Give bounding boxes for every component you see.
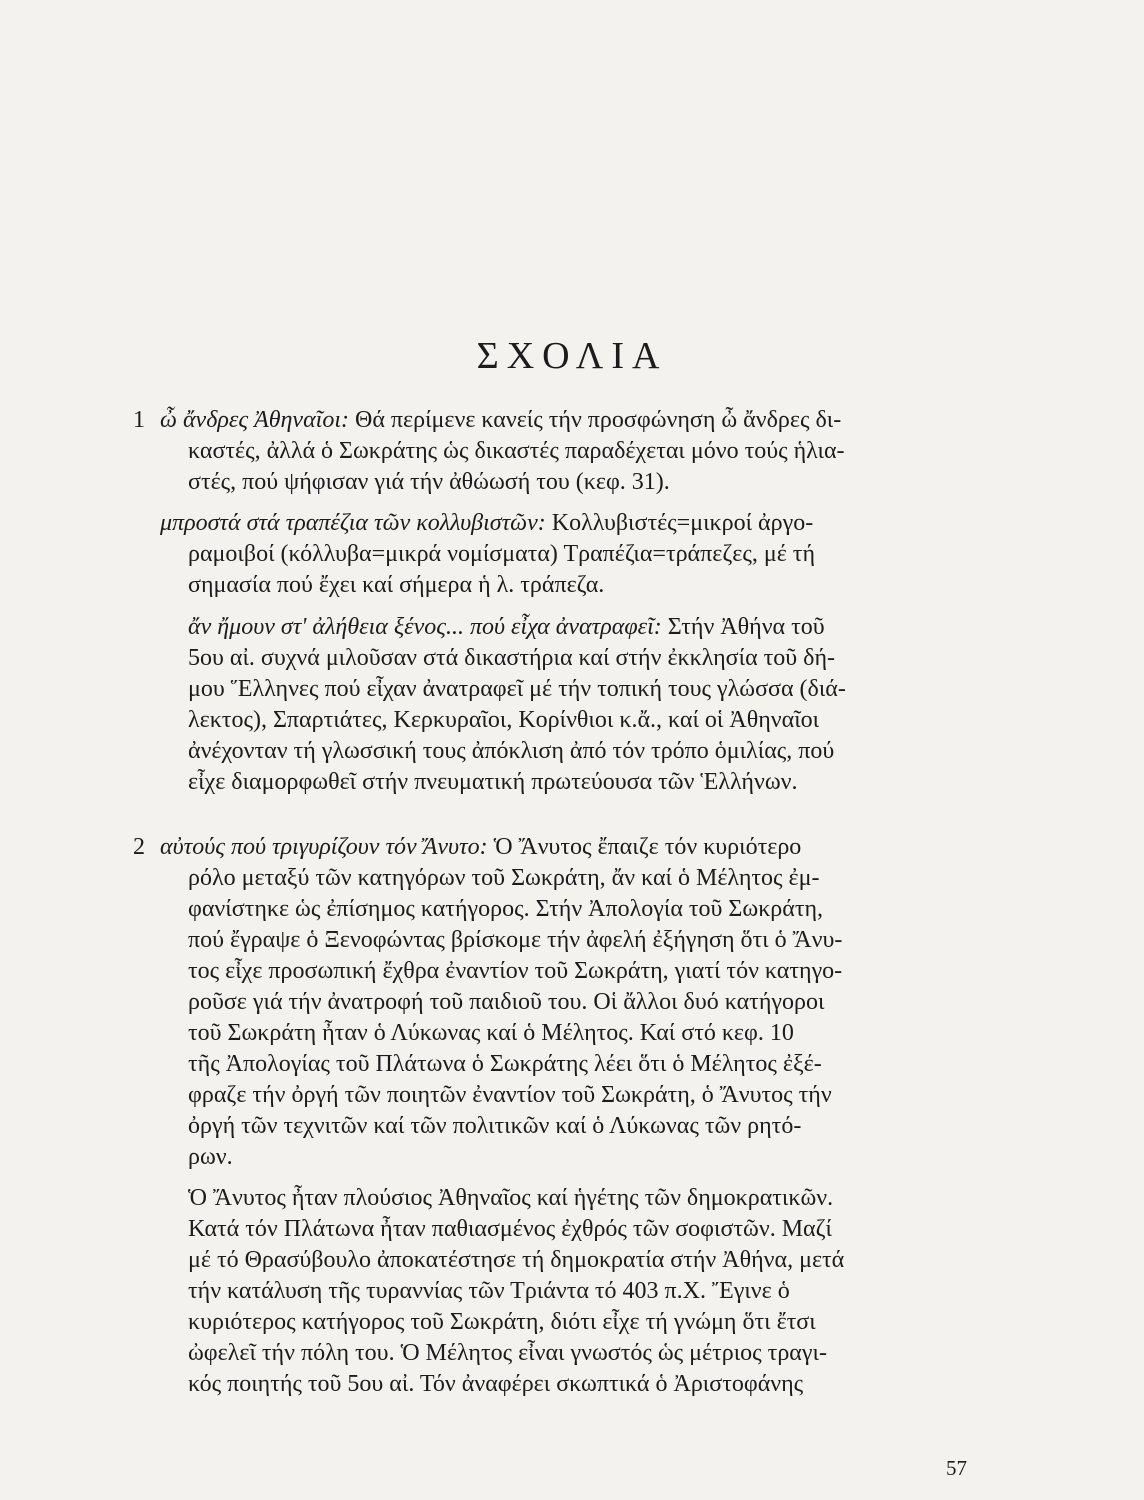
note-line: στές, πού ψήφισαν γιά τήν ἀθώωσή του (κεφ. 31).: [188, 469, 670, 495]
note-line: τοῦ Σωκράτη ἦταν ὁ Λύκωνας καί ὁ Μέλητος. Καί στό κεφ. 10: [188, 1020, 794, 1046]
note-line: φραζε τήν ὀργή τῶν ποιητῶν ἐναντίον τοῦ Σωκράτη, ὁ Ἄνυτος τήν: [188, 1082, 832, 1108]
note-line: ρόλο μεταξύ τῶν κατηγόρων τοῦ Σωκράτη, ἄν καί ὁ Μέλητος ἐμ-: [188, 865, 820, 891]
note-line: ἀνέχονταν τή γλωσσική τους ἀπόκλιση ἀπό τόν τρόπο ὁμιλίας, πού: [188, 738, 835, 764]
note-number: 2: [133, 834, 145, 860]
note-line: ὀργή τῶν τεχνιτῶν καί τῶν πολιτικῶν καί ὁ Λύκωνας τῶν ρητό-: [188, 1113, 802, 1139]
note-line: μου Ἕλληνες πού εἶχαν ἀνατραφεῖ μέ τήν τοπική τους γλώσσα (διά-: [188, 676, 846, 702]
note-line: σημασία πού ἔχει καί σήμερα ἡ λ. τράπεζα.: [188, 572, 605, 598]
note-line: λεκτος), Σπαρτιάτες, Κερκυραῖοι, Κορίνθιοι κ.ἄ., καί οἱ Ἀθηναῖοι: [188, 707, 820, 733]
note-line: ροῦσε γιά τήν ἀνατροφή τοῦ παιδιοῦ του. Οἱ ἄλλοι δυό κατήγοροι: [188, 989, 825, 1015]
lemma: αὐτούς πού τριγυρίζουν τόν Ἄνυτο:: [160, 834, 488, 860]
note-line: πού ἔγραψε ὁ Ξενοφώντας βρίσκομε τήν ἀφελή ἐξήγηση ὅτι ὁ Ἄνυ-: [188, 927, 843, 953]
note-line: τήν κατάλυση τῆς τυραννίας τῶν Τριάντα τό 403 π.Χ. Ἔγινε ὁ: [188, 1278, 790, 1304]
note-line: μπροστά στά τραπέζια τῶν κολλυβιστῶν: Κολλυβιστές=μικροί ἀργο-: [160, 510, 814, 536]
lemma: μπροστά στά τραπέζια τῶν κολλυβιστῶν:: [160, 510, 546, 536]
page-number: 57: [946, 1456, 967, 1480]
note-line: ἄν ἤμουν στ' ἀλήθεια ξένος... πού εἶχα ἀνατραφεῖ: Στήν Ἀθήνα τοῦ: [188, 614, 825, 640]
note-line: εἶχε διαμορφωθεῖ στήν πνευματική πρωτεύουσα τῶν Ἑλλήνων.: [188, 769, 798, 795]
note-line: μέ τό Θρασύβουλο ἀποκατέστησε τή δημοκρατία στήν Ἀθήνα, μετά: [188, 1247, 845, 1273]
note-line: αὐτούς πού τριγυρίζουν τόν Ἄνυτο: Ὁ Ἄνυτος ἔπαιζε τόν κυριότερο: [160, 834, 802, 860]
note-line: καστές, ἀλλά ὁ Σωκράτης ὡς δικαστές παραδέχεται μόνο τούς ἡλια-: [188, 438, 845, 464]
note-line: Ὁ Ἄνυτος ἦταν πλούσιος Ἀθηναῖος καί ἡγέτης τῶν δημοκρατικῶν.: [188, 1185, 834, 1211]
section-title: ΣΧΟΛΙΑ: [476, 335, 668, 377]
note-line: τος εἶχε προσωπική ἔχθρα ἐναντίον τοῦ Σωκράτη, γιατί τόν κατηγο-: [188, 958, 843, 984]
note-line: ραμοιβοί (κόλλυβα=μικρά νομίσματα) Τραπέζια=τράπεζες, μέ τή: [188, 541, 815, 567]
note-line: κυριότερος κατήγορος τοῦ Σωκράτη, διότι εἶχε τή γνώμη ὅτι ἔτσι: [188, 1309, 816, 1335]
note-line: τῆς Ἀπολογίας τοῦ Πλάτωνα ὁ Σωκράτης λέει ὅτι ὁ Μέλητος ἐξέ-: [188, 1051, 822, 1077]
note-line: ὠφελεῖ τήν πόλη του. Ὁ Μέλητος εἶναι γνωστός ὡς μέτριος τραγι-: [188, 1340, 827, 1366]
lemma: ὦ ἄνδρες Ἀθηναῖοι:: [160, 407, 349, 433]
note-number: 1: [133, 407, 145, 433]
lemma: ἄν ἤμουν στ' ἀλήθεια ξένος... πού εἶχα ἀνατραφεῖ:: [188, 614, 662, 640]
note-line: 5ου αἰ. συχνά μιλοῦσαν στά δικαστήρια καί στήν ἐκκλησία τοῦ δή-: [188, 645, 836, 671]
note-line: Κατά τόν Πλάτωνα ἦταν παθιασμένος ἐχθρός τῶν σοφιστῶν. Μαζί: [188, 1216, 833, 1242]
note-line: φανίστηκε ὡς ἐπίσημος κατήγορος. Στήν Ἀπολογία τοῦ Σωκράτη,: [188, 896, 824, 922]
note-line: κός ποιητής τοῦ 5ου αἰ. Τόν ἀναφέρει σκωπτικά ὁ Ἀριστοφάνης: [188, 1371, 804, 1397]
note-line: ρων.: [188, 1144, 233, 1170]
note-line: ὦ ἄνδρες Ἀθηναῖοι: Θά περίμενε κανείς τήν προσφώνηση ὦ ἄνδρες δι-: [160, 407, 842, 433]
